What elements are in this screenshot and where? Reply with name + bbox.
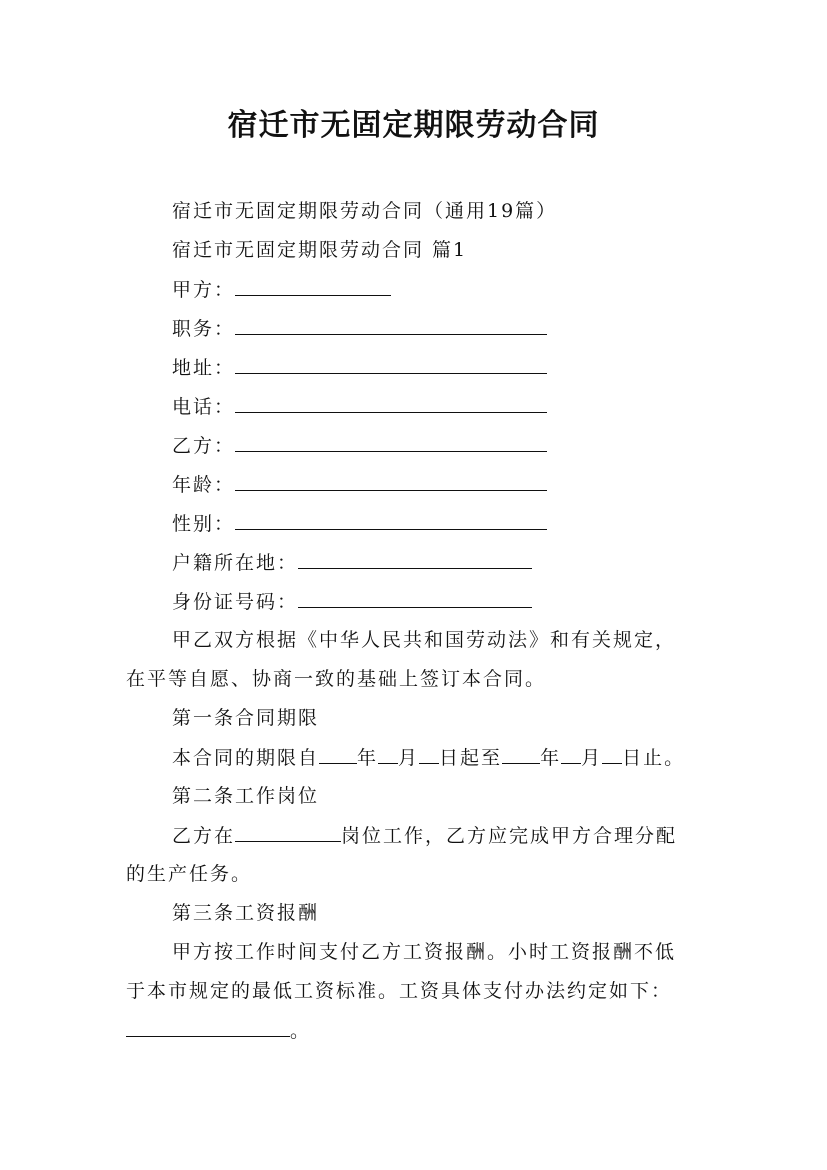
blank-line — [298, 589, 532, 608]
term-prefix: 本合同的期限自 — [172, 747, 320, 769]
field-label: 身份证号码： — [172, 591, 299, 613]
term-month-2: 月 — [581, 747, 603, 769]
field-label: 年龄： — [172, 474, 236, 496]
term-day-to: 日止。 — [622, 747, 686, 769]
field-label: 乙方： — [172, 435, 236, 457]
blank-line — [235, 472, 547, 491]
pay-line-end: 。 — [290, 1020, 312, 1042]
field-label: 甲方： — [172, 279, 236, 301]
pay-line-1: 甲方按工作时间支付乙方工资报酬。小时工资报酬不低 — [172, 941, 677, 963]
contract-term-line — [0, 745, 827, 770]
field-id-number — [0, 589, 827, 614]
field-label: 职务： — [172, 318, 236, 340]
pay-line-2: 于本市规定的最低工资标准。工资具体支付办法约定如下： — [126, 980, 673, 1002]
field-label: 性别： — [172, 513, 236, 535]
blank-line — [602, 745, 622, 764]
term-year-2: 年 — [540, 747, 562, 769]
field-label: 户籍所在地： — [172, 552, 299, 574]
blank-line — [235, 511, 547, 530]
field-position — [0, 316, 827, 341]
field-address — [0, 355, 827, 380]
article-2-title: 第二条工作岗位 — [172, 785, 320, 807]
article-3-title: 第三条工资报酬 — [172, 902, 320, 924]
post-line-1 — [0, 823, 827, 848]
preamble-line-1: 甲乙双方根据《中华人民共和国劳动法》和有关规定， — [172, 629, 677, 651]
post-line-2: 的生产任务。 — [126, 863, 253, 885]
pay-line-3 — [0, 1018, 827, 1043]
blank-line — [298, 550, 532, 569]
field-household — [0, 550, 827, 575]
term-year-1: 年 — [357, 747, 379, 769]
field-gender — [0, 511, 827, 536]
blank-line — [235, 433, 547, 452]
field-party-a — [0, 277, 827, 302]
post-prefix: 乙方在 — [172, 825, 236, 847]
term-month-1: 月 — [398, 747, 420, 769]
blank-line — [378, 745, 398, 764]
blank-line — [235, 823, 341, 842]
blank-line — [561, 745, 581, 764]
section-heading: 宿迁市无固定期限劳动合同 篇1 — [172, 239, 468, 261]
blank-line — [235, 355, 547, 374]
article-1-title: 第一条合同期限 — [172, 707, 320, 729]
field-phone — [0, 394, 827, 419]
blank-line — [235, 394, 547, 413]
field-label: 电话： — [172, 396, 236, 418]
blank-line — [419, 745, 439, 764]
preamble-line-2: 在平等自愿、协商一致的基础上签订本合同。 — [126, 668, 547, 690]
post-suffix: 岗位工作，乙方应完成甲方合理分配 — [341, 825, 678, 847]
term-day-from: 日起至 — [439, 747, 503, 769]
field-age — [0, 472, 827, 497]
blank-line — [319, 745, 357, 764]
field-label: 地址： — [172, 357, 236, 379]
blank-line — [126, 1018, 290, 1037]
document-title: 宿迁市无固定期限劳动合同 — [227, 108, 600, 143]
document-subtitle: 宿迁市无固定期限劳动合同（通用19篇） — [172, 200, 558, 222]
blank-line — [502, 745, 540, 764]
blank-line — [235, 277, 391, 296]
blank-line — [235, 316, 547, 335]
field-party-b — [0, 433, 827, 458]
